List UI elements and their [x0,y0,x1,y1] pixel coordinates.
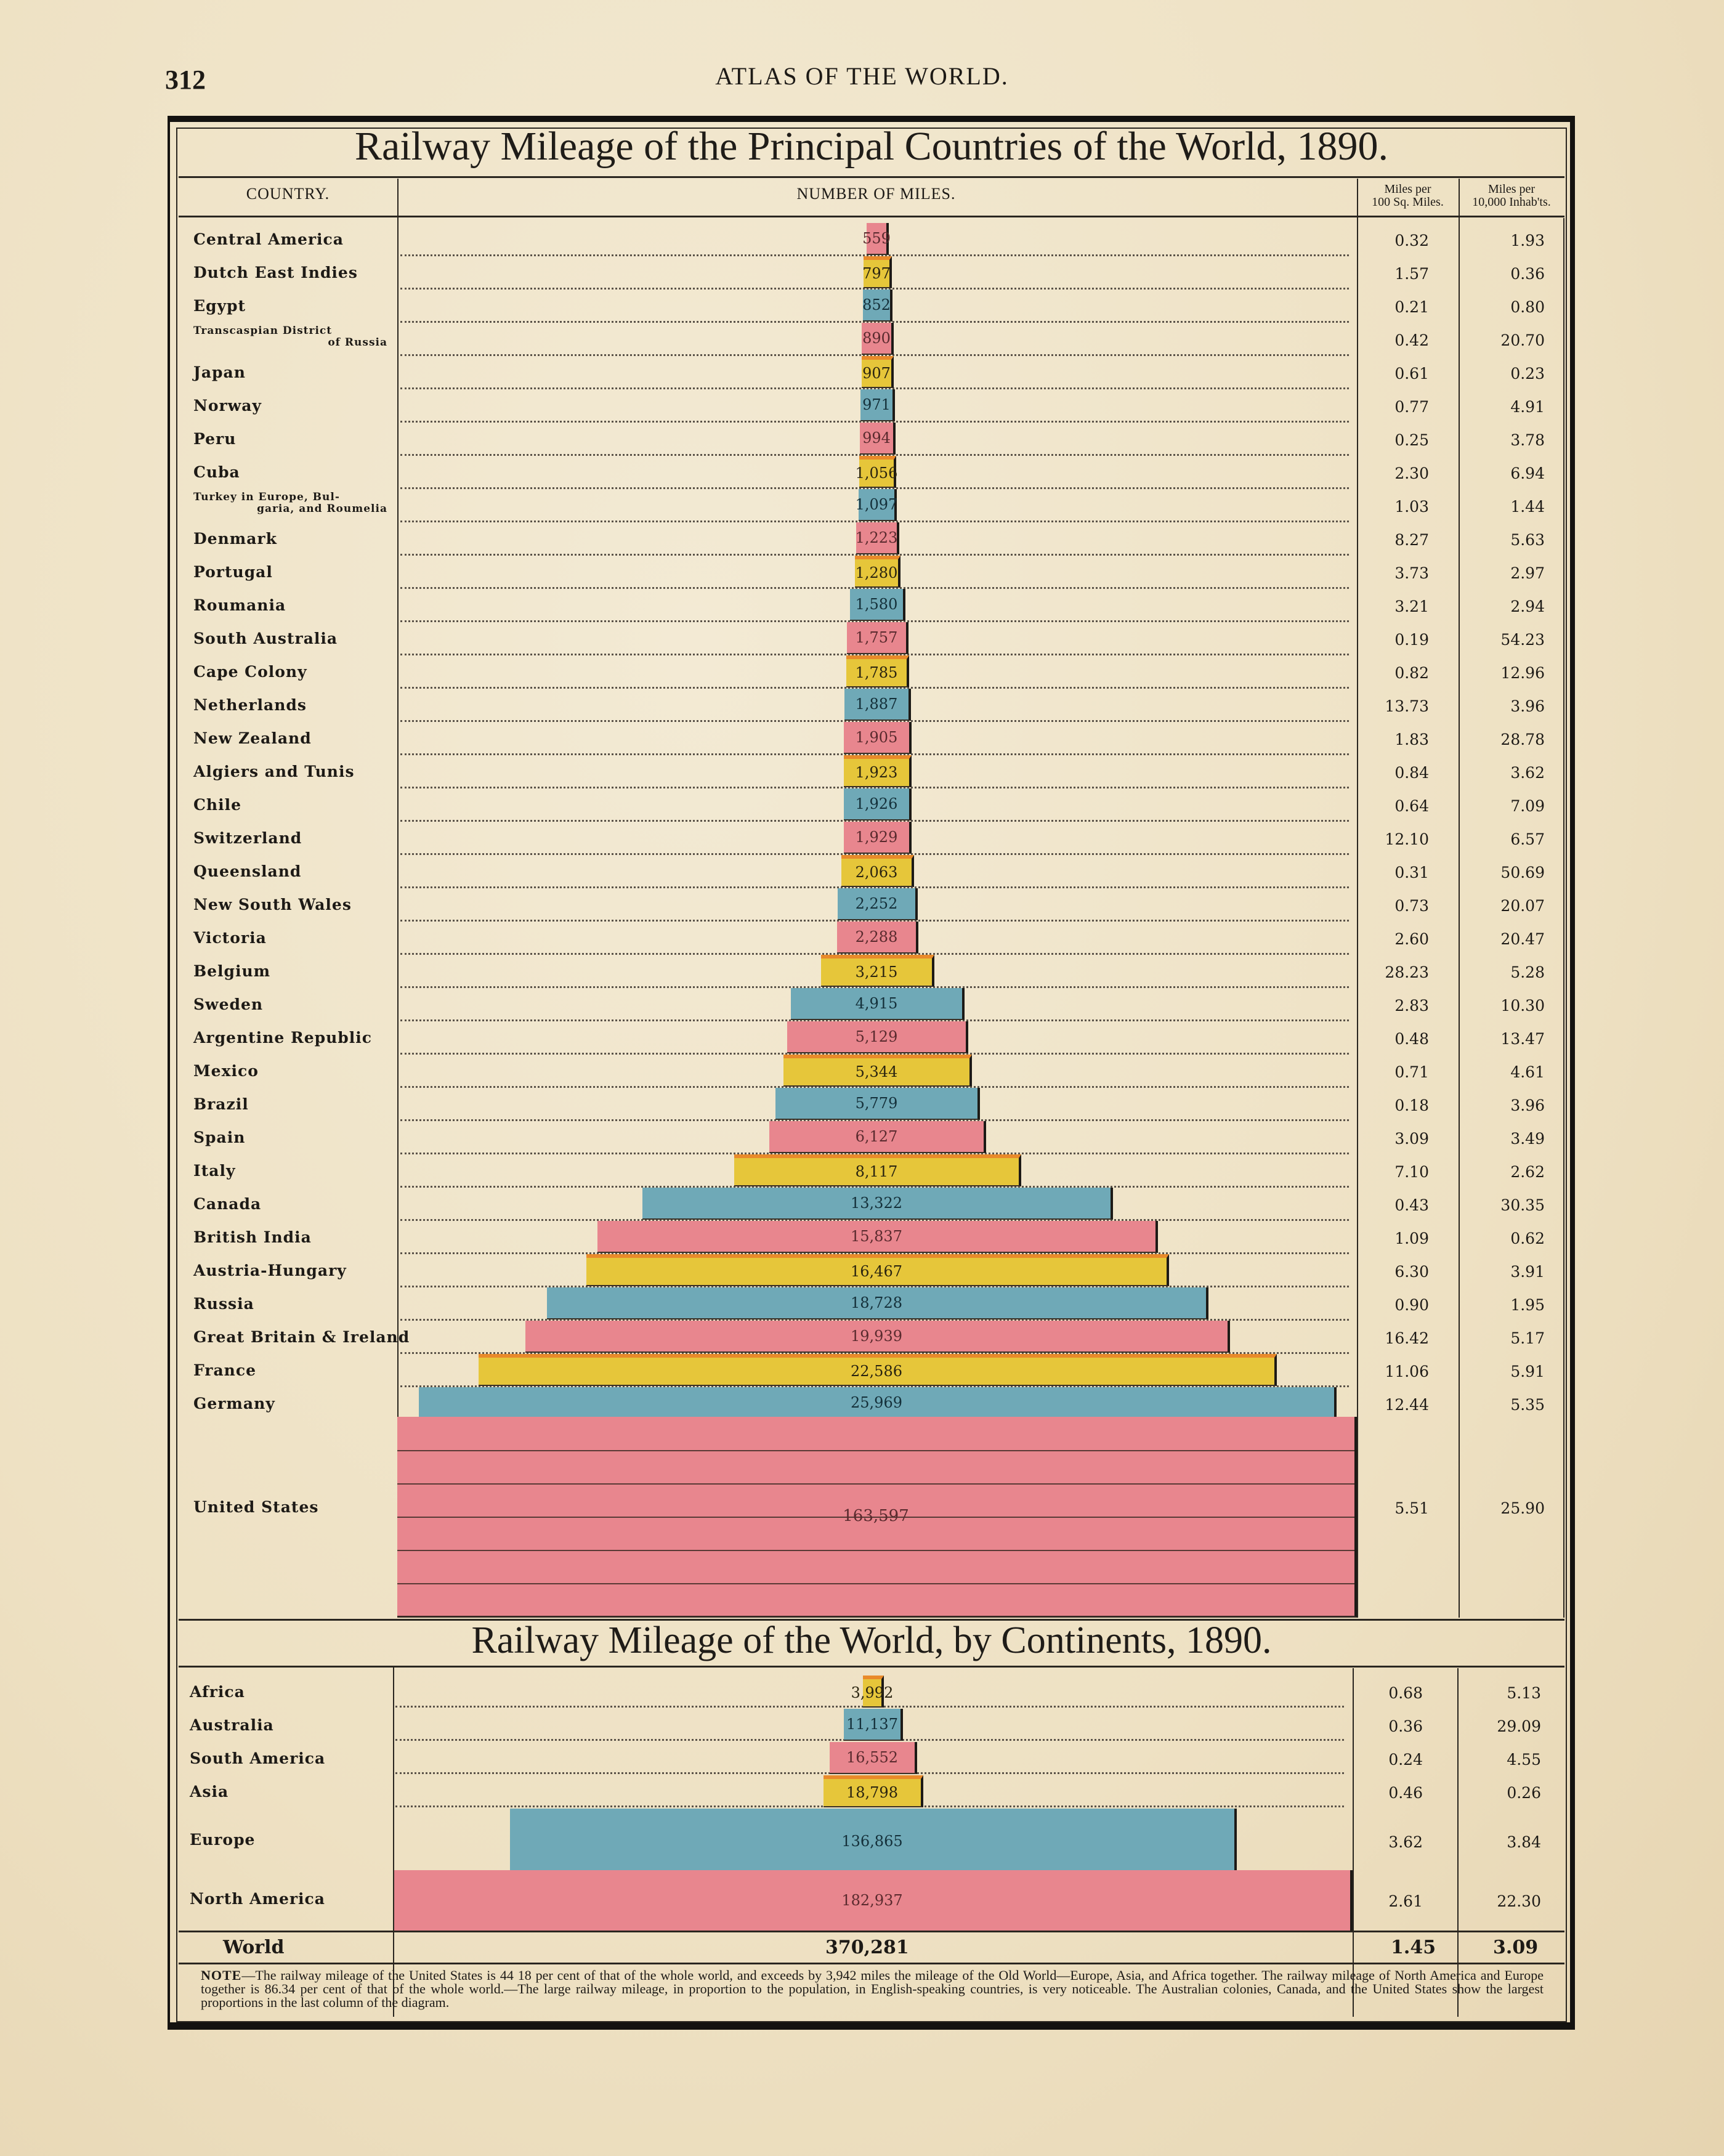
country-name [193,325,387,349]
country-name [193,1095,249,1113]
header-miles-per-area-line2: 100 Sq. Miles. [1372,195,1444,209]
miles-per-pop: 4.91 [1510,398,1545,416]
country-name-line1: Peru [193,430,237,448]
table-row [179,722,1564,755]
country-name-line1: Germany [193,1395,275,1412]
continents-chart-title: Railway Mileage of the World, by Continents, 1890. [471,1619,1272,1661]
table-row [179,1287,1564,1321]
miles-per-pop: 30.35 [1500,1196,1545,1214]
miles-per-area: 0.43 [1394,1196,1429,1214]
country-name-line1: Spain [193,1129,246,1146]
country-name [193,1262,347,1279]
continent-name: Australia [190,1716,274,1734]
miles-per-area: 2.83 [1394,997,1429,1015]
table-row [179,256,1564,290]
country-name-line1: South Australia [193,630,338,647]
miles-per-area: 0.21 [1394,298,1429,316]
miles-per-area: 2.61 [1388,1892,1423,1910]
miles-per-pop: 50.69 [1500,864,1545,881]
country-name [193,397,262,415]
world-per-area: 1.45 [1391,1937,1436,1958]
miles-per-area: 1.09 [1394,1230,1429,1247]
country-name-line2: garia, and Roumelia [257,503,387,515]
miles-per-pop: 1.93 [1510,232,1545,249]
miles-per-pop: 2.94 [1510,598,1545,615]
table-row [179,456,1564,489]
header-miles-per-pop-line1: Miles per [1487,182,1536,196]
miles-per-area: 0.24 [1388,1751,1423,1769]
countries-chart-title: Railway Mileage of the Principal Countries of the World, 1890. [355,124,1388,169]
country-name [193,297,246,315]
country-name-line1: Italy [193,1162,236,1180]
bar: 18,798 [824,1775,923,1807]
bar-stripe [397,1483,1354,1485]
miles-per-pop: 7.09 [1510,797,1545,815]
table-row [179,988,1564,1021]
miles-per-pop: 5.35 [1510,1396,1545,1414]
miles-per-pop: 29.09 [1497,1717,1541,1735]
miles-per-pop: 12.96 [1500,664,1545,682]
continents-title-rule [179,1666,1564,1668]
country-name [193,430,236,448]
header-miles-per-area-line1: Miles per [1384,182,1431,196]
miles-per-pop: 28.78 [1500,731,1545,748]
country-name-line1: New South Wales [193,896,352,914]
bar: 1,056 [859,456,897,488]
miles-per-area: 13.73 [1385,697,1429,715]
miles-per-pop: 5.91 [1510,1363,1545,1380]
country-name [193,363,246,381]
country-name [193,663,307,681]
miles-per-pop: 20.47 [1500,930,1545,948]
bar: 1,757 [847,622,909,654]
continent-row [179,1709,1564,1741]
country-name [193,492,387,515]
miles-per-area: 5.51 [1394,1499,1429,1517]
country-name-line1: Denmark [193,530,277,548]
country-name-line1: Japan [193,363,246,381]
bar: 11,137 [844,1709,903,1741]
country-name [193,962,270,980]
miles-per-pop: 1.44 [1510,498,1545,516]
bar: 797 [864,256,892,288]
miles-per-pop: 6.57 [1510,830,1545,848]
running-head: ATLAS OF THE WORLD. [715,62,1009,90]
continent-row [179,1775,1564,1807]
table-row [179,323,1564,356]
world-bottom-rule [179,1963,1564,1964]
miles-per-pop: 3.49 [1510,1130,1545,1148]
bar: 5,344 [783,1055,973,1087]
country-name-line1: Cape Colony [193,663,307,681]
country-name [193,463,240,481]
country-name [193,596,286,614]
country-name-line1: Sweden [193,995,264,1013]
bar-value: 163,597 [843,1507,909,1525]
world-per-pop: 3.09 [1493,1937,1539,1958]
continent-name: South America [190,1749,326,1767]
bar: 3,992 [863,1676,884,1708]
bar-united-states [397,1417,1357,1618]
miles-per-pop: 3.62 [1510,764,1545,782]
miles-per-pop: 6.94 [1510,464,1545,482]
continent-row [179,1870,1564,1932]
table-row [179,589,1564,622]
miles-per-pop: 3.96 [1510,697,1545,715]
note-text: —The railway mileage of the United States is 44 18 per cent of that of the whole world, and exceeds by 3,942 miles the mileage of the Old World—Europe, Asia, and Africa together. The railway mileage of North America and Europe together is 86.34 per cent of that of the whole world.—The large railway mileage, in proportion to the population, in English-speaking countries, is very noticeable. The Australian colonies, Canada, and the United States show the largest proportions in the last column of the diagram. [201,1968,1544,2010]
miles-per-area: 0.82 [1394,664,1429,682]
country-name-line1: Roumania [193,596,286,614]
table-row [179,1254,1564,1287]
bar: 994 [860,423,895,455]
bar: 1,097 [859,489,897,521]
country-name [193,862,301,880]
miles-per-pop: 20.07 [1500,897,1545,915]
country-name-line1: Victoria [193,929,267,947]
bar: 1,905 [844,722,911,754]
country-name-line1: Switzerland [193,829,302,847]
table-row [179,955,1564,988]
miles-per-pop: 5.28 [1510,963,1545,981]
country-name-line1: Canada [193,1195,262,1213]
bar: 1,923 [844,755,912,787]
country-name-line1: Dutch East Indies [193,264,358,282]
miles-per-area: 8.27 [1394,531,1429,549]
bar: 6,127 [769,1121,986,1153]
country-name [193,796,241,814]
country-name [193,630,338,647]
table-row [179,223,1564,256]
miles-per-pop: 3.78 [1510,431,1545,449]
miles-per-pop: 0.80 [1510,298,1545,316]
country-name-line1: British India [193,1228,312,1246]
miles-per-pop: 5.13 [1507,1684,1541,1702]
table-row [179,356,1564,389]
country-name [193,1162,235,1180]
miles-per-area: 3.73 [1394,564,1429,582]
miles-per-area: 0.84 [1394,764,1429,782]
table-row [179,556,1564,589]
country-name [193,530,277,548]
bar: 1,280 [855,556,900,588]
bar: 1,929 [844,822,912,854]
miles-per-pop: 3.84 [1507,1833,1541,1851]
header-miles-per-pop [1459,183,1564,209]
table-row [179,755,1564,788]
miles-per-area: 16.42 [1385,1329,1429,1347]
miles-per-pop: 2.62 [1510,1163,1545,1181]
miles-per-area: 1.57 [1394,265,1429,283]
country-name-line1: France [193,1361,256,1379]
country-name-line1: Chile [193,796,241,814]
country-name-line1: New Zealand [193,729,312,747]
miles-per-area: 0.90 [1394,1296,1429,1314]
country-name [193,1395,275,1412]
bar: 971 [860,389,895,421]
miles-per-area: 7.10 [1394,1163,1429,1181]
miles-per-pop: 20.70 [1500,331,1545,349]
miles-per-area: 0.48 [1394,1030,1429,1048]
world-label: World [223,1937,285,1958]
table-row [179,1321,1564,1354]
bar: 19,939 [525,1321,1230,1353]
bar: 2,252 [838,888,917,920]
country-name [193,1295,254,1313]
miles-per-pop: 13.47 [1500,1030,1545,1048]
bar: 5,779 [775,1088,980,1120]
country-name-line1: Norway [193,397,262,415]
table-row [179,1021,1564,1055]
miles-per-area: 0.18 [1394,1096,1429,1114]
bar: 907 [862,356,894,388]
miles-per-pop: 3.96 [1510,1096,1545,1114]
miles-per-area: 0.61 [1394,365,1429,383]
table-row [179,1088,1564,1121]
bar: 1,223 [856,522,899,554]
country-name-line1: Great Britain & Ireland [193,1328,410,1346]
miles-per-area: 0.71 [1394,1063,1429,1081]
country-name [193,995,263,1013]
table-row [179,290,1564,323]
country-name-line1: Egypt [193,297,246,315]
bar: 4,915 [791,988,965,1020]
miles-per-pop: 4.61 [1510,1063,1545,1081]
bar: 2,288 [837,922,918,954]
miles-per-area: 3.09 [1394,1130,1429,1148]
bar: 25,969 [419,1387,1337,1419]
world-total-row [179,1932,1564,1961]
country-name [193,1195,261,1213]
header-number-of-miles: NUMBER OF MILES. [796,185,956,203]
bar: 2,063 [841,855,914,887]
country-name-line2: of Russia [328,336,387,349]
country-name-line1: Austria-Hungary [193,1262,347,1279]
bar: 182,937 [394,1870,1353,1932]
note-label: NOTE [201,1968,242,1983]
country-name-line1: Belgium [193,962,271,980]
table-row [179,689,1564,722]
miles-per-pop: 0.36 [1510,265,1545,283]
bar: 13,322 [642,1188,1114,1220]
table-row [179,522,1564,556]
bar: 1,785 [846,655,909,687]
table-row [179,622,1564,655]
bar: 16,467 [586,1254,1168,1286]
page-number: 312 [165,65,206,95]
country-name [193,896,352,914]
miles-per-area: 0.68 [1388,1684,1423,1702]
miles-per-area: 0.31 [1394,864,1429,881]
table-row [179,1354,1564,1387]
continent-row [179,1742,1564,1774]
country-name-line1: Transcaspian District [193,325,333,337]
bar: 3,215 [821,955,935,987]
table-row [179,655,1564,689]
table-row [179,788,1564,822]
miles-per-pop: 0.23 [1510,365,1545,383]
miles-per-area: 0.64 [1394,797,1429,815]
country-name [193,1228,312,1246]
miles-per-pop: 54.23 [1500,631,1545,649]
country-name-line1: Brazil [193,1095,249,1113]
continent-name: Africa [190,1683,245,1701]
miles-per-pop: 5.63 [1510,531,1545,549]
miles-per-pop: 0.26 [1507,1784,1541,1802]
bar: 559 [867,223,889,255]
miles-per-area: 6.30 [1394,1263,1429,1281]
country-name [193,563,273,581]
country-name [193,1129,245,1146]
bar: 1,887 [844,689,911,721]
country-name [193,264,358,282]
miles-per-pop: 2.97 [1510,564,1545,582]
miles-per-area: 0.32 [1394,232,1429,249]
country-name-line1: Queensland [193,862,302,880]
continent-name: Europe [190,1831,256,1849]
table-row [179,822,1564,855]
miles-per-area: 11.06 [1385,1363,1429,1380]
table-row [179,1221,1564,1254]
miles-per-area: 0.42 [1394,331,1429,349]
bar: 15,837 [597,1221,1157,1253]
country-name-line1: Portugal [193,563,273,581]
miles-per-area: 3.21 [1394,598,1429,615]
miles-per-area: 0.19 [1394,631,1429,649]
table-row [179,1387,1564,1420]
bar-stripe [397,1550,1354,1551]
header-country: COUNTRY. [246,185,330,203]
miles-per-area: 12.44 [1385,1396,1429,1414]
miles-per-pop: 0.62 [1510,1230,1545,1247]
miles-per-area: 1.83 [1394,731,1429,748]
table-row [179,423,1564,456]
continent-row [179,1676,1564,1708]
header-miles-per-pop-line2: 10,000 Inhab'ts. [1472,195,1551,209]
country-name-line1: Netherlands [193,696,307,714]
table-row [179,1154,1564,1188]
country-name [193,1062,259,1080]
continent-row [179,1809,1564,1875]
bar: 5,129 [787,1021,968,1053]
table-row [179,855,1564,888]
miles-per-area: 2.30 [1394,464,1429,482]
miles-per-pop: 22.30 [1497,1892,1541,1910]
country-name-line1: Argentine Republic [193,1029,372,1047]
miles-per-pop: 4.55 [1507,1751,1541,1769]
country-name [193,729,312,747]
miles-per-area: 0.25 [1394,431,1429,449]
country-name [193,230,344,248]
bar-stripe [397,1583,1354,1584]
miles-per-pop: 5.17 [1510,1329,1545,1347]
miles-per-area: 28.23 [1385,963,1429,981]
header-miles-per-area [1357,183,1459,209]
footnote [201,1969,1544,2009]
table-row [179,888,1564,922]
bar: 890 [862,323,893,355]
miles-per-area: 0.36 [1388,1717,1423,1735]
bar: 852 [863,290,893,322]
country-name-line1: Cuba [193,463,240,481]
miles-per-area: 1.03 [1394,498,1429,516]
title-rule [179,176,1564,178]
country-name-line1: Central America [193,230,344,248]
country-name-line1: Mexico [193,1062,259,1080]
country-name [193,829,302,847]
miles-per-area: 0.46 [1388,1784,1423,1802]
bar: 22,586 [479,1354,1277,1386]
country-name [193,763,355,780]
miles-per-area: 0.73 [1394,897,1429,915]
country-name-line1: Russia [193,1295,254,1313]
bar: 8,117 [734,1154,1021,1186]
table-row [179,922,1564,955]
miles-per-area: 2.60 [1394,930,1429,948]
country-name [193,1361,256,1379]
country-name [193,1328,410,1346]
country-name-line1: Turkey in Europe, Bul- [193,491,340,503]
table-row [179,1188,1564,1221]
bar: 1,926 [844,788,912,821]
miles-per-pop: 25.90 [1500,1499,1545,1517]
country-name [193,1029,372,1047]
bar: 18,728 [547,1287,1209,1319]
bar-stripe [397,1450,1354,1451]
bar: 16,552 [830,1742,918,1774]
country-name [193,929,267,947]
world-miles: 370,281 [825,1937,909,1958]
continent-name: North America [190,1890,325,1908]
miles-per-pop: 10.30 [1500,997,1545,1015]
table-row [179,389,1564,423]
continent-name: Asia [190,1783,229,1801]
miles-per-area: 12.10 [1385,830,1429,848]
country-name: United States [193,1498,319,1516]
table-row [179,1121,1564,1154]
country-name-line1: Algiers and Tunis [193,763,355,780]
table-row [179,1055,1564,1088]
miles-per-area: 0.77 [1394,398,1429,416]
bar: 1,580 [850,589,906,621]
miles-per-pop: 1.95 [1510,1296,1545,1314]
table-row [179,489,1564,522]
bar: 136,865 [510,1809,1237,1875]
country-name [193,696,307,714]
miles-per-pop: 3.91 [1510,1263,1545,1281]
miles-per-area: 3.62 [1388,1833,1423,1851]
